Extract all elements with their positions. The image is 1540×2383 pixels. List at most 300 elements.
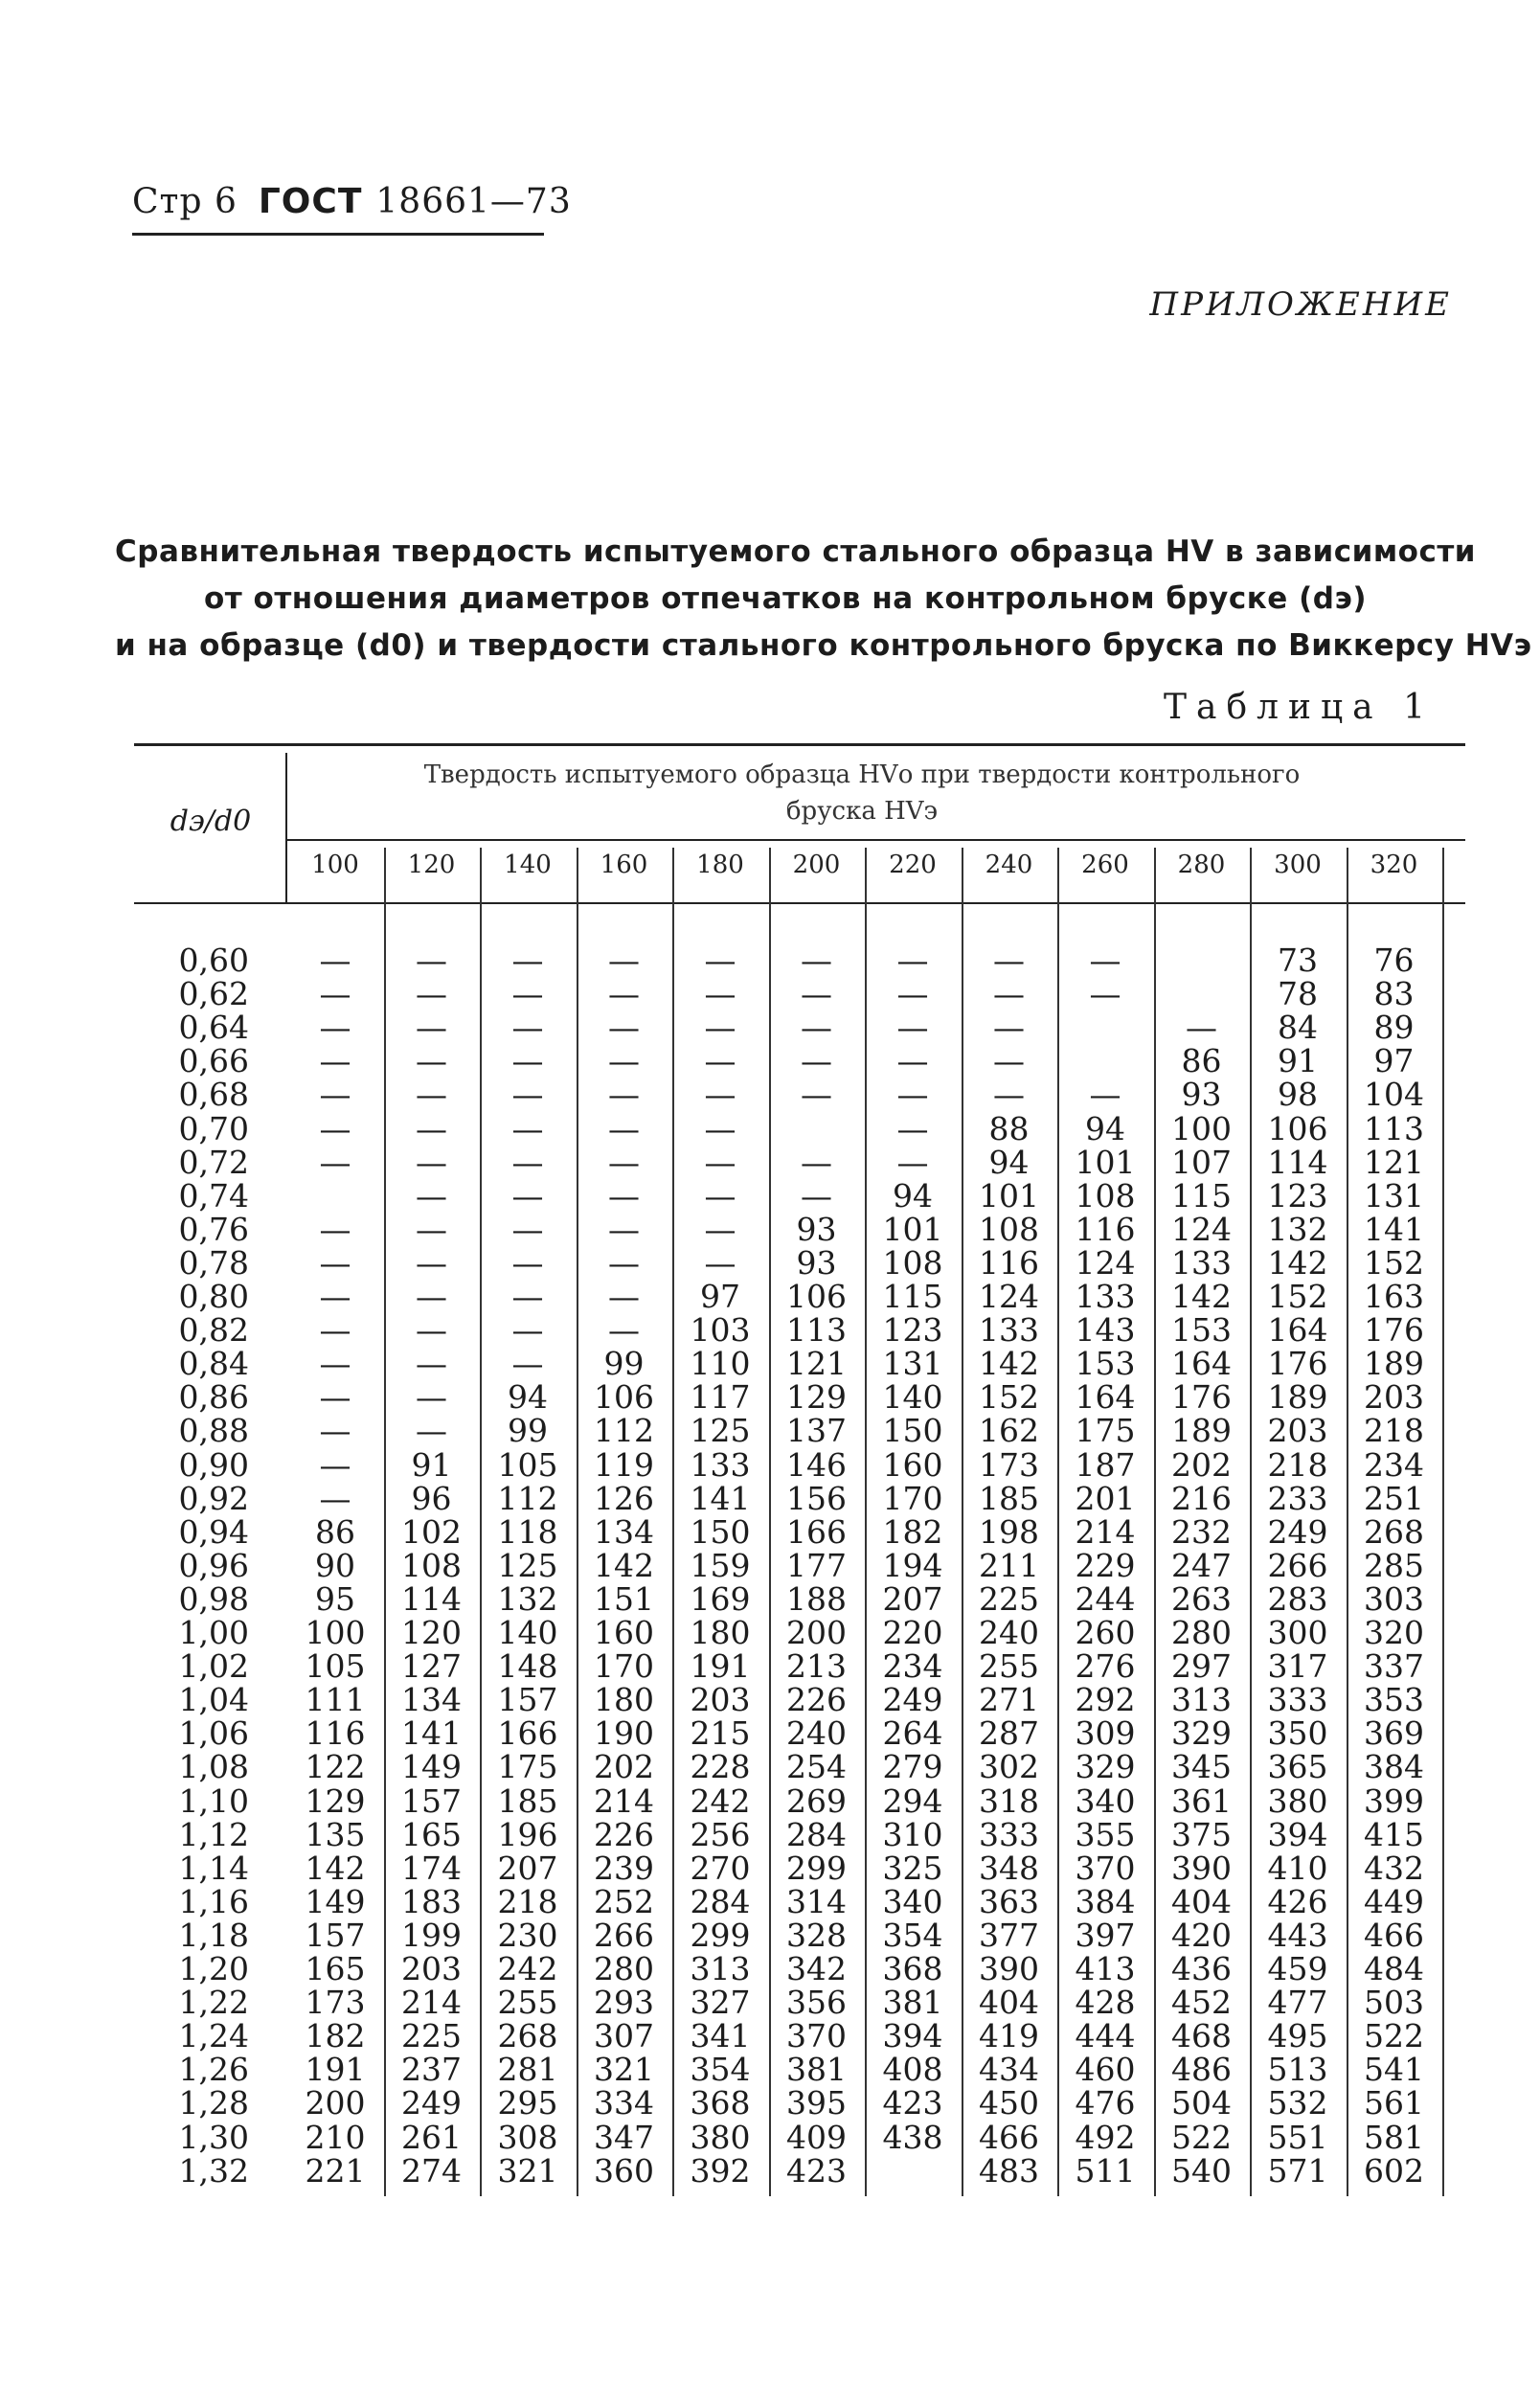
table-cell: 133 xyxy=(690,1445,751,1484)
table-cell: 103 xyxy=(690,1311,751,1350)
table-cell: 166 xyxy=(786,1512,847,1551)
column-header-hv: 140 xyxy=(504,851,552,879)
table-cell: 104 xyxy=(1364,1076,1424,1114)
row-ratio: 0,86 xyxy=(178,1378,249,1417)
table-cell: 413 xyxy=(1075,1950,1136,1987)
row-ratio: 0,84 xyxy=(178,1345,249,1383)
table-cell: 233 xyxy=(1267,1479,1328,1517)
table-cell: 149 xyxy=(305,1882,366,1920)
table-cell: — xyxy=(511,1176,544,1214)
table-cell: 356 xyxy=(786,1984,847,2022)
table-cell: 131 xyxy=(882,1345,943,1383)
table-cell: 137 xyxy=(786,1412,847,1450)
table-cell: — xyxy=(319,975,351,1013)
table-cell: 404 xyxy=(979,1984,1039,2022)
row-ratio: 1,24 xyxy=(178,2017,249,2055)
table-cell: 232 xyxy=(1171,1512,1232,1551)
row-ratio: 0,76 xyxy=(178,1210,249,1248)
table-cell: 101 xyxy=(979,1176,1039,1214)
table-cell: 513 xyxy=(1267,2051,1328,2089)
table-cell: 159 xyxy=(690,1546,751,1584)
table-cell: 142 xyxy=(594,1546,654,1584)
table-label: Таблица 1 xyxy=(1164,688,1435,727)
table-cell: — xyxy=(511,942,544,979)
table-cell: 369 xyxy=(1364,1714,1424,1753)
table-cell: 94 xyxy=(508,1378,548,1417)
row-ratio: 1,06 xyxy=(178,1714,249,1753)
row-ratio: 0,92 xyxy=(178,1479,249,1517)
table-cell: — xyxy=(993,975,1025,1013)
row-ratio: 0,78 xyxy=(178,1243,249,1282)
table-cell: — xyxy=(993,942,1025,979)
table-cell: 368 xyxy=(690,2084,751,2122)
table-cell: — xyxy=(608,1143,640,1181)
table-cell: 211 xyxy=(979,1546,1039,1584)
table-cell: 428 xyxy=(1075,1984,1136,2022)
table-cell: 404 xyxy=(1171,1882,1232,1920)
table-cell: 91 xyxy=(411,1445,452,1484)
column-header-hv: 280 xyxy=(1177,851,1226,879)
table-cell: 177 xyxy=(786,1546,847,1584)
row-ratio: 1,10 xyxy=(178,1782,249,1820)
row-ratio: 1,30 xyxy=(178,2118,249,2156)
table-cell: 213 xyxy=(786,1647,847,1686)
table-cell: — xyxy=(511,1311,544,1350)
title-line: и на образце (d0) и твердости стального контрольного бруска по Виккерсу HVэ xyxy=(115,628,1532,663)
table-cell: 94 xyxy=(988,1143,1030,1181)
table-cell: — xyxy=(416,1210,447,1248)
table-cell: 166 xyxy=(497,1714,558,1753)
table-cell: 153 xyxy=(1075,1345,1136,1383)
table-cell: 281 xyxy=(497,2051,558,2089)
table-cell: — xyxy=(319,942,351,979)
table-cell: — xyxy=(511,1243,544,1282)
row-ratio: 0,88 xyxy=(178,1412,249,1450)
row-ratio: 0,62 xyxy=(178,975,249,1013)
table-cell: 108 xyxy=(882,1243,943,1282)
table-cell: 365 xyxy=(1267,1748,1328,1786)
table-cell: 551 xyxy=(1267,2118,1328,2156)
hardness-group-header xyxy=(287,757,1437,829)
table-cell: 581 xyxy=(1364,2118,1424,2156)
table-cell: 156 xyxy=(786,1479,847,1517)
table-cell: 345 xyxy=(1171,1748,1232,1786)
table-cell: 116 xyxy=(1075,1210,1136,1248)
table-cell: — xyxy=(608,1243,640,1282)
table-cell: 116 xyxy=(979,1243,1039,1282)
table-cell: 327 xyxy=(690,1984,751,2022)
table-cell: 203 xyxy=(401,1950,462,1987)
table-cell: 302 xyxy=(979,1748,1039,1786)
table-cell: 105 xyxy=(305,1647,366,1686)
row-ratio: 1,26 xyxy=(178,2051,249,2089)
table-cell: — xyxy=(319,1311,351,1350)
row-ratio: 1,00 xyxy=(178,1614,249,1651)
table-cell: 131 xyxy=(1364,1176,1424,1214)
table-cell: 108 xyxy=(401,1546,462,1584)
table-cell: 468 xyxy=(1171,2017,1232,2055)
table-cell: 93 xyxy=(796,1243,837,1282)
table-cell: 207 xyxy=(882,1579,943,1618)
table-cell: 89 xyxy=(1373,1009,1415,1047)
table-cell: 334 xyxy=(594,2084,654,2122)
table-cell: 328 xyxy=(786,1916,847,1954)
table-cell: 268 xyxy=(1364,1512,1424,1551)
table-cell: 229 xyxy=(1075,1546,1136,1584)
table-cell: 310 xyxy=(882,1815,943,1853)
table-cell: 397 xyxy=(1075,1916,1136,1954)
table-cell: 283 xyxy=(1267,1579,1328,1618)
table-cell: 492 xyxy=(1075,2118,1136,2156)
table-cell: — xyxy=(511,975,544,1013)
table-cell: 84 xyxy=(1278,1009,1318,1047)
row-ratio: 1,32 xyxy=(178,2151,249,2190)
table-cell: 202 xyxy=(1171,1445,1232,1484)
table-cell: 363 xyxy=(979,1882,1039,1920)
table-cell: 164 xyxy=(1075,1378,1136,1417)
table-cell: 113 xyxy=(786,1311,847,1350)
table-cell: 287 xyxy=(979,1714,1039,1753)
table-cell: 185 xyxy=(979,1479,1039,1517)
table-cell: 360 xyxy=(594,2151,654,2190)
table-cell: 333 xyxy=(979,1815,1039,1853)
table-cell: 174 xyxy=(401,1849,462,1887)
table-cell: 163 xyxy=(1364,1278,1424,1315)
table-cell: — xyxy=(704,942,736,979)
table-cell: — xyxy=(608,1109,640,1147)
table-cell: 318 xyxy=(979,1782,1039,1820)
table-cell: — xyxy=(511,1109,544,1147)
table-cell: — xyxy=(416,1009,447,1047)
table-cell: — xyxy=(511,1210,544,1248)
table-cell: 239 xyxy=(594,1849,654,1887)
table-cell: 99 xyxy=(603,1345,645,1383)
table-cell: — xyxy=(704,1143,736,1181)
table-cell: 165 xyxy=(305,1950,366,1987)
row-ratio: 0,74 xyxy=(178,1176,249,1214)
table-cell: 295 xyxy=(497,2084,558,2122)
table-cell: 247 xyxy=(1171,1546,1232,1584)
table-cell: 410 xyxy=(1267,1849,1328,1887)
table-cell: 97 xyxy=(700,1278,740,1315)
group-header-rule xyxy=(287,839,1465,841)
table-cell: 284 xyxy=(786,1815,847,1853)
table-cell: 541 xyxy=(1364,2051,1424,2089)
table-cell: 337 xyxy=(1364,1647,1424,1686)
table-cell: 152 xyxy=(979,1378,1039,1417)
table-cell: 148 xyxy=(497,1647,558,1686)
table-cell: 97 xyxy=(1373,1042,1415,1080)
page-header xyxy=(132,182,572,221)
table-cell: 226 xyxy=(594,1815,654,1853)
table-cell: 78 xyxy=(1278,975,1318,1013)
table-cell: 112 xyxy=(594,1412,654,1450)
table-cell: 142 xyxy=(305,1849,366,1887)
table-cell: 390 xyxy=(1171,1849,1232,1887)
table-cell: 180 xyxy=(690,1614,751,1651)
table-cell: 113 xyxy=(1364,1109,1424,1147)
table-cell: 110 xyxy=(690,1345,751,1383)
table-cell: 321 xyxy=(497,2151,558,2190)
table-cell: — xyxy=(801,1143,832,1181)
ratio-column-header: dэ/d0 xyxy=(170,805,252,838)
table-cell: 313 xyxy=(690,1950,751,1987)
table-cell: 200 xyxy=(305,2084,366,2122)
table-cell: 173 xyxy=(305,1984,366,2022)
table-cell: 329 xyxy=(1171,1714,1232,1753)
table-cell: 199 xyxy=(401,1916,462,1954)
table-cell: 380 xyxy=(1267,1782,1328,1820)
table-cell: 185 xyxy=(497,1782,558,1820)
table-cell: 133 xyxy=(979,1311,1039,1350)
table-cell: 142 xyxy=(1171,1278,1232,1315)
title-line: от отношения диаметров отпечатков на контрольном бруске (dэ) xyxy=(203,581,1368,616)
table-cell: 353 xyxy=(1364,1681,1424,1719)
table-cell: — xyxy=(416,1076,447,1114)
table-cell: — xyxy=(993,1042,1025,1080)
table-cell: 266 xyxy=(1267,1546,1328,1584)
row-ratio: 0,60 xyxy=(178,942,249,979)
column-header-hv: 200 xyxy=(792,851,841,879)
table-cell: — xyxy=(1186,1009,1217,1047)
table-cell: 317 xyxy=(1267,1647,1328,1686)
table-cell: 483 xyxy=(979,2151,1039,2190)
table-cell: — xyxy=(319,1042,351,1080)
table-cell: — xyxy=(704,1243,736,1282)
table-cell: 299 xyxy=(786,1849,847,1887)
table-cell: 325 xyxy=(882,1849,943,1887)
table-cell: 101 xyxy=(882,1210,943,1248)
table-cell: 294 xyxy=(882,1782,943,1820)
table-cell: 129 xyxy=(305,1782,366,1820)
standard-code: ГОСТ xyxy=(258,182,363,221)
table-cell: — xyxy=(319,1243,351,1282)
table-cell: 214 xyxy=(401,1984,462,2022)
row-ratio: 0,90 xyxy=(178,1445,249,1484)
table-cell: 279 xyxy=(882,1748,943,1786)
table-cell: 342 xyxy=(786,1950,847,1987)
table-cell: 511 xyxy=(1075,2151,1136,2190)
table-cell: — xyxy=(896,1076,929,1114)
table-cell: — xyxy=(1089,1076,1121,1114)
table-cell: 114 xyxy=(401,1579,462,1618)
table-cell: — xyxy=(704,975,736,1013)
table-cell: 477 xyxy=(1267,1984,1328,2022)
table-cell: — xyxy=(319,1378,351,1417)
table-cell: 280 xyxy=(1171,1614,1232,1651)
table-cell: 249 xyxy=(1267,1512,1328,1551)
table-cell: — xyxy=(319,1109,351,1147)
table-cell: 149 xyxy=(401,1748,462,1786)
row-ratio: 0,70 xyxy=(178,1109,249,1147)
table-cell: 249 xyxy=(882,1681,943,1719)
column-header-rule xyxy=(134,902,1465,904)
table-cell: 268 xyxy=(497,2017,558,2055)
table-cell: 329 xyxy=(1075,1748,1136,1786)
table-cell: 444 xyxy=(1075,2017,1136,2055)
title-line: Сравнительная твердость испытуемого стального образца HV в зависимости xyxy=(115,534,1477,569)
table-cell: 140 xyxy=(882,1378,943,1417)
column-header-hv: 260 xyxy=(1081,851,1129,879)
table-cell: 271 xyxy=(979,1681,1039,1719)
table-cell: 112 xyxy=(497,1479,558,1517)
table-cell: 182 xyxy=(305,2017,366,2055)
table-cell: 150 xyxy=(882,1412,943,1450)
table-cell: 459 xyxy=(1267,1950,1328,1987)
table-cell: — xyxy=(608,1076,640,1114)
column-header-hv: 120 xyxy=(407,851,456,879)
table-cell: 256 xyxy=(690,1815,751,1853)
row-ratio: 0,98 xyxy=(178,1579,249,1618)
table-cell: — xyxy=(319,1345,351,1383)
header-underline xyxy=(132,233,544,236)
table-cell: 242 xyxy=(690,1782,751,1820)
table-cell: 276 xyxy=(1075,1647,1136,1686)
table-cell: 142 xyxy=(979,1345,1039,1383)
table-cell: — xyxy=(704,1076,736,1114)
table-cell: 313 xyxy=(1171,1681,1232,1719)
table-cell: 226 xyxy=(786,1681,847,1719)
column-header-hv: 320 xyxy=(1370,851,1418,879)
table-cell: 218 xyxy=(1267,1445,1328,1484)
table-cell: 571 xyxy=(1267,2151,1328,2190)
table-cell: 390 xyxy=(979,1950,1039,1987)
table-cell: 90 xyxy=(315,1546,355,1584)
table-cell: 240 xyxy=(786,1714,847,1753)
table-cell: — xyxy=(704,1009,736,1047)
table-cell: 120 xyxy=(401,1614,462,1651)
table-cell: 216 xyxy=(1171,1479,1232,1517)
table-cell: 94 xyxy=(893,1176,933,1214)
table-cell: 280 xyxy=(594,1950,654,1987)
table-cell: 434 xyxy=(979,2051,1039,2089)
table-cell: 141 xyxy=(690,1479,751,1517)
table-cell: 194 xyxy=(882,1546,943,1584)
group-header-line: бруска HVэ xyxy=(785,797,939,826)
table-cell: 183 xyxy=(401,1882,462,1920)
table-cell: 102 xyxy=(401,1512,462,1551)
row-ratio: 1,14 xyxy=(178,1849,249,1887)
table-cell: — xyxy=(319,1479,351,1517)
row-ratio: 1,02 xyxy=(178,1647,249,1686)
table-cell: 354 xyxy=(690,2051,751,2089)
table-cell: 114 xyxy=(1267,1143,1328,1181)
table-cell: 522 xyxy=(1171,2118,1232,2156)
table-cell: 169 xyxy=(690,1579,751,1618)
table-cell: 108 xyxy=(1075,1176,1136,1214)
table-cell: 101 xyxy=(1075,1143,1136,1181)
page-number: Стр 6 xyxy=(132,182,238,221)
table-cell: 189 xyxy=(1267,1378,1328,1417)
table-cell: 495 xyxy=(1267,2017,1328,2055)
row-ratio: 0,96 xyxy=(178,1546,249,1584)
table-cell: — xyxy=(416,1311,447,1350)
table-cell: 201 xyxy=(1075,1479,1136,1517)
table-cell: 96 xyxy=(411,1479,452,1517)
table-cell: 264 xyxy=(882,1714,943,1753)
table-cell: 133 xyxy=(1075,1278,1136,1315)
table-cell: 255 xyxy=(979,1647,1039,1686)
table-cell: 384 xyxy=(1075,1882,1136,1920)
table-cell: 135 xyxy=(305,1815,366,1853)
table-cell: 162 xyxy=(979,1412,1039,1450)
table-cell: 86 xyxy=(315,1512,355,1551)
table-cell: 132 xyxy=(497,1579,558,1618)
row-ratio: 0,66 xyxy=(178,1042,249,1080)
table-cell: 260 xyxy=(1075,1614,1136,1651)
table-cell: 504 xyxy=(1171,2084,1232,2122)
table-cell: — xyxy=(511,1278,544,1315)
table-cell: 293 xyxy=(594,1984,654,2022)
table-cell: 160 xyxy=(882,1445,943,1484)
table-cell: 115 xyxy=(882,1278,943,1315)
table-top-rule xyxy=(134,743,1465,746)
table-cell: 115 xyxy=(1171,1176,1232,1214)
table-cell: 76 xyxy=(1373,942,1415,979)
table-cell: 423 xyxy=(882,2084,943,2122)
table-cell: 189 xyxy=(1171,1412,1232,1450)
table-cell: 146 xyxy=(786,1445,847,1484)
table-cell: 202 xyxy=(594,1748,654,1786)
table-cell: 173 xyxy=(979,1445,1039,1484)
table-cell: 176 xyxy=(1364,1311,1424,1350)
table-cell: 377 xyxy=(979,1916,1039,1954)
table-cell: 308 xyxy=(497,2118,558,2156)
table-cell: 252 xyxy=(594,1882,654,1920)
table-cell: 314 xyxy=(786,1882,847,1920)
table-cell: — xyxy=(801,1009,832,1047)
table-cell: 176 xyxy=(1171,1378,1232,1417)
table-cell: — xyxy=(416,1042,447,1080)
row-ratio: 1,20 xyxy=(178,1950,249,1987)
table-cell: 188 xyxy=(786,1579,847,1618)
table-cell: 214 xyxy=(594,1782,654,1820)
appendix-label: ПРИЛОЖЕНИЕ xyxy=(1149,285,1452,324)
table-cell: 164 xyxy=(1267,1311,1328,1350)
table-cell: 106 xyxy=(1267,1109,1328,1147)
table-cell: — xyxy=(993,1076,1025,1114)
table-cell: — xyxy=(1089,975,1121,1013)
table-cell: 476 xyxy=(1075,2084,1136,2122)
table-cell: 106 xyxy=(594,1378,654,1417)
table-cell: 121 xyxy=(786,1345,847,1383)
table-cell: 157 xyxy=(401,1782,462,1820)
table-cell: 486 xyxy=(1171,2051,1232,2089)
table-cell: — xyxy=(319,1210,351,1248)
table-cell: 540 xyxy=(1171,2151,1232,2190)
table-cell: 225 xyxy=(979,1579,1039,1618)
table-cell: — xyxy=(511,1042,544,1080)
table-cell: 121 xyxy=(1364,1143,1424,1181)
table-cell: 340 xyxy=(1075,1782,1136,1820)
standard-number: 18661—73 xyxy=(375,182,572,221)
table-cell: 180 xyxy=(594,1681,654,1719)
table-cell: 395 xyxy=(786,2084,847,2122)
table-cell: 175 xyxy=(1075,1412,1136,1450)
table-cell: 91 xyxy=(1278,1042,1318,1080)
table-cell: — xyxy=(416,1345,447,1383)
table-cell: 122 xyxy=(305,1748,366,1786)
table-cell: 408 xyxy=(882,2051,943,2089)
table-cell: 242 xyxy=(497,1950,558,1987)
table-cell: — xyxy=(896,942,929,979)
table-cell: 230 xyxy=(497,1916,558,1954)
table-cell: — xyxy=(608,1311,640,1350)
table-cell: 125 xyxy=(690,1412,751,1450)
table-cell: — xyxy=(704,1042,736,1080)
table-cell: 269 xyxy=(786,1782,847,1820)
table-cell: 300 xyxy=(1267,1614,1328,1651)
